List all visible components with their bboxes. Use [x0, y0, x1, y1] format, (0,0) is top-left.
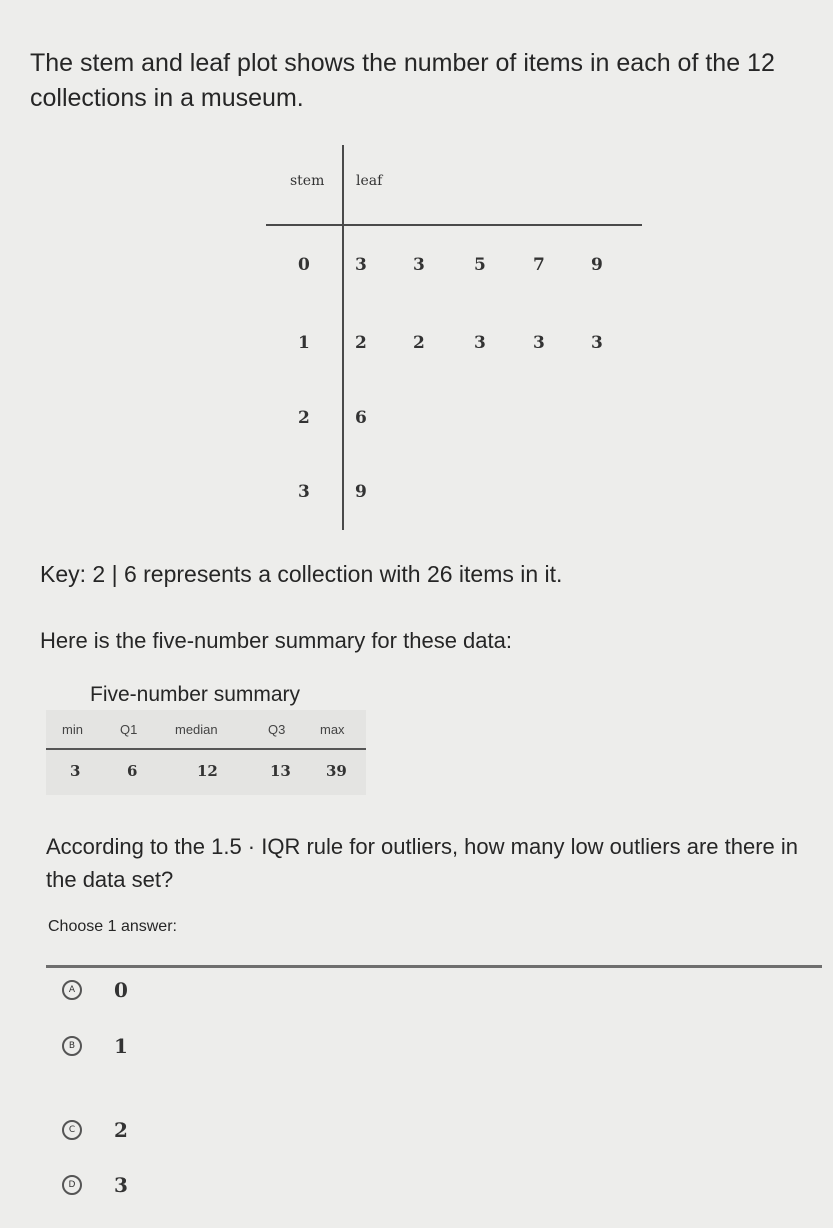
stem-value: 1: [298, 333, 310, 353]
leaf-value: 3: [474, 333, 486, 353]
value-max: 39: [326, 762, 347, 780]
stem-leaf-vertical-rule: [342, 145, 344, 530]
choice-radio[interactable]: A: [62, 980, 82, 1000]
leaf-value: 2: [355, 333, 367, 353]
header-q1: Q1: [120, 722, 138, 737]
question-text: According to the 1.5 · IQR rule for outliers, how many low outliers are there in the data set?: [46, 834, 799, 892]
choice-value: 0: [114, 978, 128, 1002]
leaf-value: 3: [533, 333, 545, 353]
five-number-title: Five-number summary: [90, 683, 301, 706]
answer-choice-d[interactable]: [62, 1165, 128, 1205]
leaf-header: leaf: [356, 173, 383, 189]
leaf-value: 3: [591, 333, 603, 353]
header-median: median: [175, 722, 218, 737]
table-divider: [46, 748, 366, 750]
leaf-value: 3: [355, 255, 367, 275]
stem-value: 2: [298, 408, 310, 428]
plot-key: Key: 2 | 6 represents a collection with 26 items in it.: [40, 561, 563, 587]
leaf-value: 9: [355, 482, 367, 502]
stem-leaf-horizontal-rule: [266, 224, 642, 226]
value-min: 3: [70, 762, 81, 780]
header-max: max: [320, 722, 345, 737]
choice-value: 1: [114, 1034, 128, 1058]
leaf-value: 6: [355, 408, 367, 428]
problem-intro: The stem and leaf plot shows the number of items in each of the 12 collections in a museum.: [30, 49, 775, 112]
leaf-value: 9: [591, 255, 603, 275]
section-divider: [46, 965, 822, 968]
header-min: min: [62, 722, 83, 737]
answer-choice-c[interactable]: [62, 1110, 128, 1150]
leaf-value: 3: [413, 255, 425, 275]
leaf-value: 5: [474, 255, 486, 275]
choice-value: 2: [114, 1118, 128, 1142]
choice-radio[interactable]: B: [62, 1036, 82, 1056]
answer-choice-b[interactable]: [62, 1026, 128, 1066]
stem-value: 0: [298, 255, 310, 275]
leaf-value: 7: [533, 255, 545, 275]
choice-value: 3: [114, 1173, 128, 1197]
summary-intro: Here is the five-number summary for these data:: [40, 628, 512, 653]
choice-radio[interactable]: C: [62, 1120, 82, 1140]
leaf-value: 2: [413, 333, 425, 353]
stem-header: stem: [290, 173, 325, 189]
value-q1: 6: [127, 762, 138, 780]
header-q3: Q3: [268, 722, 286, 737]
stem-value: 3: [298, 482, 310, 502]
value-q3: 13: [270, 762, 291, 780]
value-median: 12: [197, 762, 218, 780]
answer-choice-a[interactable]: [62, 970, 128, 1010]
choice-radio[interactable]: D: [62, 1175, 82, 1195]
choose-label: Choose 1 answer:: [48, 918, 177, 935]
